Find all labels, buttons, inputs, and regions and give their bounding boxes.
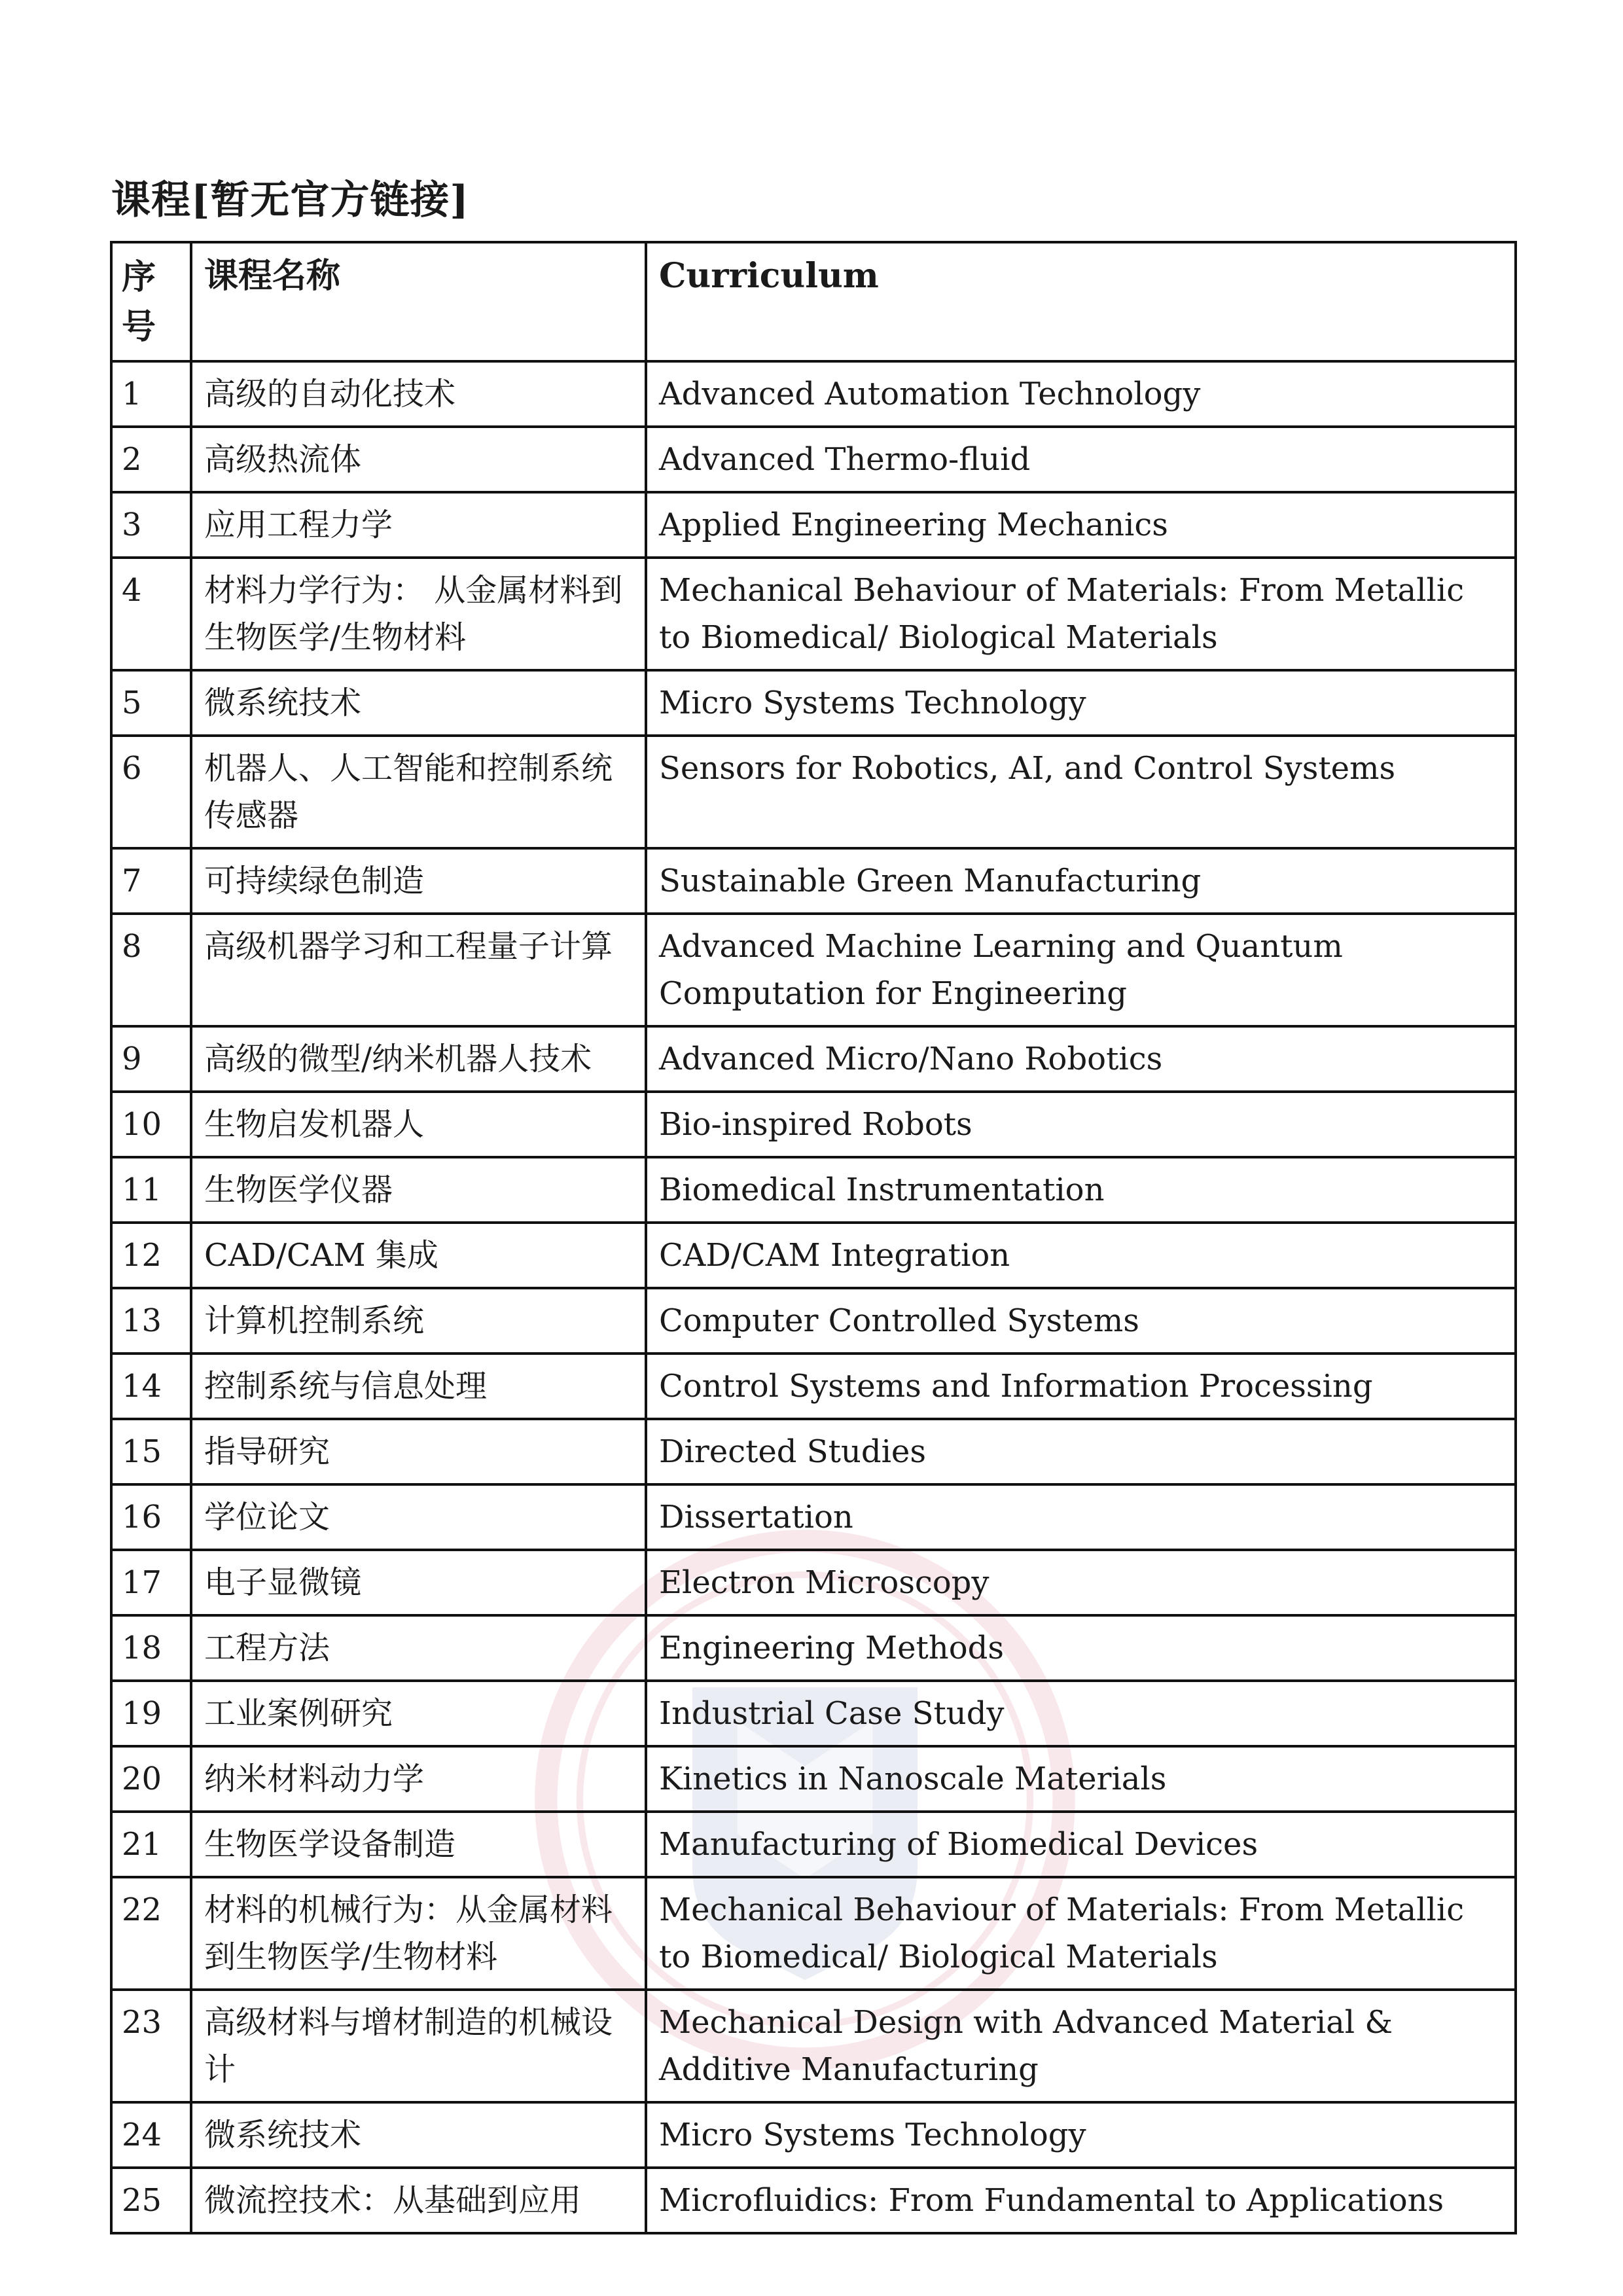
table-row	[111, 1223, 1516, 1288]
table-row	[111, 492, 1516, 558]
table-row	[111, 1484, 1516, 1550]
cell-course-zh: 微系统技术	[191, 670, 646, 736]
header-curriculum-en: Curriculum	[646, 242, 1516, 361]
cell-course-zh: 生物医学设备制造	[191, 1812, 646, 1877]
cell-course-zh: 微系统技术	[191, 2102, 646, 2168]
table-row	[111, 914, 1516, 1026]
table-row	[111, 1746, 1516, 1812]
table-header-row	[111, 242, 1516, 361]
table-row	[111, 670, 1516, 736]
cell-course-zh: 应用工程力学	[191, 492, 646, 558]
cell-number: 25	[111, 2168, 191, 2233]
table-row	[111, 1550, 1516, 1615]
cell-course-en: Biomedical Instrumentation	[646, 1157, 1516, 1223]
cell-course-en: Micro Systems Technology	[646, 670, 1516, 736]
table-row	[111, 361, 1516, 427]
cell-number: 3	[111, 492, 191, 558]
cell-course-zh: 生物医学仪器	[191, 1157, 646, 1223]
table-row	[111, 1812, 1516, 1877]
cell-course-zh: CAD/CAM 集成	[191, 1223, 646, 1288]
cell-course-en: Electron Microscopy	[646, 1550, 1516, 1615]
cell-number: 23	[111, 1990, 191, 2102]
table-row	[111, 2168, 1516, 2233]
cell-course-en: Advanced Automation Technology	[646, 361, 1516, 427]
table-row	[111, 1157, 1516, 1223]
page-title: 课程[暂无官方链接]	[111, 177, 469, 223]
table-row	[111, 1419, 1516, 1484]
cell-course-en: Control Systems and Information Processing	[646, 1354, 1516, 1419]
cell-course-en: Engineering Methods	[646, 1615, 1516, 1681]
table-row	[111, 848, 1516, 914]
cell-course-zh: 控制系统与信息处理	[191, 1354, 646, 1419]
table-row	[111, 1092, 1516, 1157]
cell-course-en: Microfluidics: From Fundamental to Applications	[646, 2168, 1516, 2233]
table-row	[111, 2102, 1516, 2168]
cell-course-zh: 电子显微镜	[191, 1550, 646, 1615]
cell-number: 4	[111, 558, 191, 670]
cell-number: 13	[111, 1288, 191, 1354]
cell-number: 16	[111, 1484, 191, 1550]
cell-number: 19	[111, 1681, 191, 1746]
table-row	[111, 1877, 1516, 1990]
cell-course-zh: 材料的机械行为：从金属材料到生物医学/生物材料	[191, 1877, 646, 1990]
cell-course-en: Applied Engineering Mechanics	[646, 492, 1516, 558]
cell-course-zh: 高级的自动化技术	[191, 361, 646, 427]
table-row	[111, 1990, 1516, 2102]
cell-course-en: Mechanical Behaviour of Materials: From Metallic to Biomedical/ Biological Materials	[646, 558, 1516, 670]
cell-course-zh: 工业案例研究	[191, 1681, 646, 1746]
cell-number: 14	[111, 1354, 191, 1419]
cell-number: 17	[111, 1550, 191, 1615]
cell-course-en: Industrial Case Study	[646, 1681, 1516, 1746]
cell-course-en: Sensors for Robotics, AI, and Control Systems	[646, 736, 1516, 848]
cell-course-zh: 材料力学行为： 从金属材料到生物医学/生物材料	[191, 558, 646, 670]
cell-course-en: Advanced Thermo-fluid	[646, 427, 1516, 492]
cell-number: 20	[111, 1746, 191, 1812]
cell-course-zh: 微流控技术：从基础到应用	[191, 2168, 646, 2233]
cell-number: 9	[111, 1026, 191, 1092]
table-row	[111, 736, 1516, 848]
header-serial-number: 序号	[111, 242, 191, 361]
cell-course-en: Kinetics in Nanoscale Materials	[646, 1746, 1516, 1812]
cell-course-zh: 高级热流体	[191, 427, 646, 492]
cell-course-en: Sustainable Green Manufacturing	[646, 848, 1516, 914]
cell-course-en: Manufacturing of Biomedical Devices	[646, 1812, 1516, 1877]
curriculum-table	[110, 241, 1517, 2234]
cell-number: 12	[111, 1223, 191, 1288]
cell-number: 22	[111, 1877, 191, 1990]
cell-number: 8	[111, 914, 191, 1026]
cell-number: 15	[111, 1419, 191, 1484]
table-row	[111, 427, 1516, 492]
cell-course-en: Dissertation	[646, 1484, 1516, 1550]
cell-course-en: Mechanical Behaviour of Materials: From Metallic to Biomedical/ Biological Materials	[646, 1877, 1516, 1990]
table-row	[111, 558, 1516, 670]
header-course-name-zh: 课程名称	[191, 242, 646, 361]
cell-course-zh: 生物启发机器人	[191, 1092, 646, 1157]
cell-course-zh: 机器人、人工智能和控制系统传感器	[191, 736, 646, 848]
cell-course-en: Computer Controlled Systems	[646, 1288, 1516, 1354]
table-row	[111, 1615, 1516, 1681]
cell-course-zh: 工程方法	[191, 1615, 646, 1681]
cell-number: 11	[111, 1157, 191, 1223]
cell-course-en: Mechanical Design with Advanced Material & Additive Manufacturing	[646, 1990, 1516, 2102]
cell-course-zh: 指导研究	[191, 1419, 646, 1484]
cell-course-zh: 计算机控制系统	[191, 1288, 646, 1354]
cell-course-en: Directed Studies	[646, 1419, 1516, 1484]
cell-course-zh: 高级机器学习和工程量子计算	[191, 914, 646, 1026]
cell-course-zh: 可持续绿色制造	[191, 848, 646, 914]
cell-course-en: Bio-inspired Robots	[646, 1092, 1516, 1157]
cell-course-zh: 学位论文	[191, 1484, 646, 1550]
cell-course-en: CAD/CAM Integration	[646, 1223, 1516, 1288]
cell-course-zh: 纳米材料动力学	[191, 1746, 646, 1812]
cell-number: 6	[111, 736, 191, 848]
cell-number: 18	[111, 1615, 191, 1681]
cell-number: 10	[111, 1092, 191, 1157]
cell-course-en: Advanced Machine Learning and Quantum Computation for Engineering	[646, 914, 1516, 1026]
cell-number: 7	[111, 848, 191, 914]
cell-number: 24	[111, 2102, 191, 2168]
cell-number: 2	[111, 427, 191, 492]
table-row	[111, 1288, 1516, 1354]
cell-course-zh: 高级材料与增材制造的机械设计	[191, 1990, 646, 2102]
cell-course-en: Advanced Micro/Nano Robotics	[646, 1026, 1516, 1092]
table-row	[111, 1026, 1516, 1092]
cell-number: 1	[111, 361, 191, 427]
cell-course-zh: 高级的微型/纳米机器人技术	[191, 1026, 646, 1092]
cell-number: 21	[111, 1812, 191, 1877]
table-row	[111, 1354, 1516, 1419]
cell-course-en: Micro Systems Technology	[646, 2102, 1516, 2168]
cell-number: 5	[111, 670, 191, 736]
table-row	[111, 1681, 1516, 1746]
